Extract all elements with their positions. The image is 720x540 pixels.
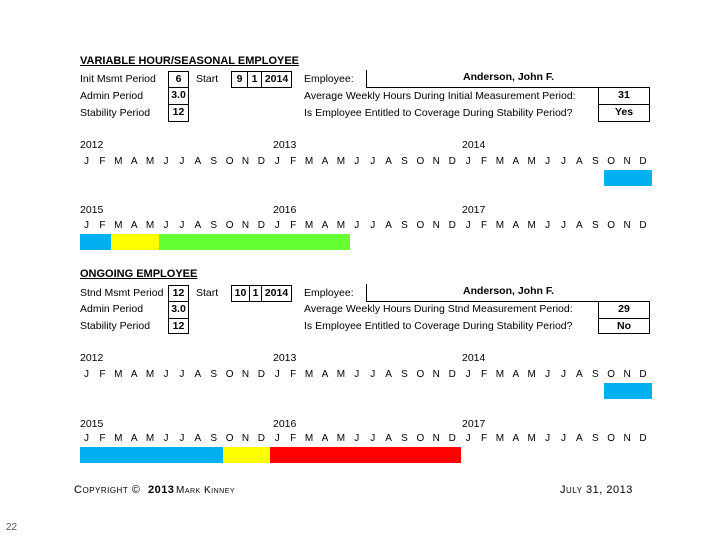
month-letter: M	[495, 369, 505, 380]
month-letter: A	[385, 369, 392, 380]
month-letter: M	[495, 220, 505, 231]
month-letter: D	[257, 156, 265, 167]
month-letter: O	[607, 433, 616, 444]
month-letter: J	[274, 369, 280, 380]
entitled-label: Is Employee Entitled to Coverage During Stability Period?	[304, 320, 573, 332]
month-letter: N	[432, 369, 440, 380]
month-letter: J	[179, 369, 185, 380]
month-letter: D	[639, 433, 647, 444]
init-msmt-period-value: 6	[168, 71, 189, 88]
month-letter: A	[194, 220, 202, 231]
month-letter: F	[99, 156, 106, 167]
month-letter: J	[545, 156, 551, 167]
measurement-period-bar	[604, 170, 652, 186]
employee-name-field: Anderson, John F.	[366, 284, 650, 302]
month-letter: M	[304, 369, 314, 380]
stability-period-bar	[159, 234, 350, 250]
start-year: 2014	[262, 71, 292, 88]
administrative-period-bar	[223, 447, 271, 463]
month-letter: J	[274, 156, 280, 167]
month-letter: M	[495, 156, 505, 167]
month-letter: S	[210, 369, 218, 380]
month-letter: A	[576, 220, 583, 231]
year-label: 2017	[462, 418, 486, 430]
month-letter: F	[290, 156, 297, 167]
month-letter: J	[465, 369, 471, 380]
section-title-ongoing: ONGOING EMPLOYEE	[80, 268, 198, 280]
month-letter: N	[241, 156, 250, 167]
measurement-period-bar	[604, 383, 652, 399]
month-letter: J	[179, 156, 185, 167]
month-letter: J	[561, 369, 566, 380]
month-letter: A	[130, 220, 138, 231]
month-letter: J	[274, 433, 280, 444]
month-letter: A	[130, 433, 138, 444]
month-letter: D	[448, 433, 456, 444]
month-letter: A	[321, 369, 329, 380]
month-letter: A	[321, 156, 329, 167]
month-letter: A	[194, 433, 202, 444]
avg-hours-value: 29	[598, 302, 650, 319]
month-letter: D	[639, 369, 647, 380]
start-label: Start	[196, 287, 219, 299]
month-letter: D	[448, 369, 456, 380]
month-letter: S	[591, 220, 599, 231]
month-letter: N	[623, 156, 631, 167]
month-letter: S	[591, 156, 599, 167]
month-letter: A	[385, 220, 392, 231]
month-letter: M	[145, 156, 155, 167]
month-letter: J	[370, 156, 376, 167]
footer-date: July 31, 2013	[560, 484, 633, 496]
month-letter: J	[274, 220, 280, 231]
month-letter: F	[99, 369, 106, 380]
month-letter: D	[257, 369, 265, 380]
page-number: 22	[6, 522, 18, 533]
month-letter: O	[225, 156, 234, 167]
month-letter: N	[623, 369, 631, 380]
year-label: 2014	[462, 352, 486, 364]
month-letter: D	[448, 220, 456, 231]
month-letter: S	[210, 433, 218, 444]
month-letter: J	[545, 220, 551, 231]
month-letter: J	[465, 220, 471, 231]
year-label: 2015	[80, 418, 104, 430]
month-letter: O	[416, 433, 425, 444]
stability-period-label: Stability Period	[80, 107, 151, 119]
month-letter: J	[163, 156, 169, 167]
month-letter: J	[370, 369, 376, 380]
month-letter: M	[527, 433, 536, 444]
stnd-msmt-period-label: Stnd Msmt Period	[80, 287, 164, 299]
init-msmt-period-label: Init Msmt Period	[80, 73, 156, 85]
month-letter: J	[465, 433, 471, 444]
month-letter: F	[480, 369, 488, 380]
stability-period-bar	[270, 447, 461, 463]
month-letter: O	[607, 156, 616, 167]
month-letter: A	[512, 220, 520, 231]
stnd-msmt-period-value: 12	[168, 285, 189, 302]
employee-label: Employee:	[304, 287, 354, 299]
month-letter: O	[225, 220, 234, 231]
section-title-variable: VARIABLE HOUR/SEASONAL EMPLOYEE	[80, 55, 300, 67]
month-letter: F	[290, 220, 297, 231]
month-letter: J	[84, 433, 89, 444]
month-letter: J	[354, 433, 360, 444]
start-label: Start	[196, 73, 219, 85]
month-letter: F	[480, 156, 488, 167]
month-letter: M	[114, 433, 123, 444]
month-letter: M	[336, 156, 346, 167]
start-day: 1	[250, 285, 262, 302]
month-letter: A	[130, 156, 138, 167]
month-letter: S	[591, 433, 599, 444]
entitled-value: No	[598, 319, 650, 334]
month-letter: J	[354, 220, 360, 231]
month-letter: A	[321, 433, 329, 444]
year-label: 2016	[273, 418, 297, 430]
admin-period-label: Admin Period	[80, 303, 144, 315]
month-letter: D	[639, 156, 647, 167]
avg-hours-label: Average Weekly Hours During Stnd Measurement Period:	[304, 303, 573, 315]
month-letter: F	[290, 369, 297, 380]
month-letter: A	[576, 369, 583, 380]
month-letter: F	[99, 220, 106, 231]
month-letter: O	[416, 369, 425, 380]
stability-period-value: 12	[168, 319, 189, 334]
month-letter: N	[623, 220, 631, 231]
month-letter: A	[512, 369, 520, 380]
stability-period-label: Stability Period	[80, 320, 151, 332]
month-letter: J	[370, 220, 376, 231]
admin-period-value: 3.0	[168, 88, 189, 105]
copyright-year: 2013	[147, 484, 175, 496]
month-letter: A	[576, 433, 583, 444]
admin-period-label: Admin Period	[80, 90, 144, 102]
month-letter: S	[401, 433, 408, 444]
administrative-period-bar	[111, 234, 159, 250]
year-label: 2012	[80, 139, 104, 151]
month-letter: A	[194, 156, 202, 167]
month-letter: N	[241, 433, 250, 444]
employee-name-field: Anderson, John F.	[366, 70, 650, 88]
month-letter: D	[639, 220, 647, 231]
month-letter: F	[99, 433, 106, 444]
year-label: 2014	[462, 139, 486, 151]
month-letter: J	[545, 369, 551, 380]
footer-author: Mark Kinney	[176, 485, 236, 496]
month-letter: J	[465, 156, 471, 167]
month-letter: J	[163, 433, 169, 444]
month-letter: J	[354, 369, 360, 380]
month-letter: J	[84, 369, 89, 380]
entitled-value: Yes	[598, 105, 650, 122]
month-letter: J	[84, 156, 89, 167]
month-letter: M	[527, 156, 536, 167]
month-letter: M	[304, 220, 314, 231]
copyright-text: Copyright ©	[74, 484, 141, 496]
month-letter: N	[432, 220, 440, 231]
month-letter: M	[304, 156, 314, 167]
month-letter: M	[114, 220, 123, 231]
month-letter: M	[527, 369, 536, 380]
month-letter: O	[416, 220, 425, 231]
start-day: 1	[248, 71, 262, 88]
month-letter: M	[527, 220, 536, 231]
entitled-label: Is Employee Entitled to Coverage During Stability Period?	[304, 107, 573, 119]
month-letter: S	[401, 156, 408, 167]
month-letter: J	[561, 156, 566, 167]
month-letter: M	[145, 369, 155, 380]
month-letter: J	[179, 433, 185, 444]
avg-hours-label: Average Weekly Hours During Initial Measurement Period:	[304, 90, 576, 102]
avg-hours-value: 31	[598, 88, 650, 105]
month-letter: A	[385, 433, 392, 444]
month-letter: J	[84, 220, 89, 231]
stability-period-value: 12	[168, 105, 189, 122]
month-letter: F	[290, 433, 297, 444]
month-letter: N	[623, 433, 631, 444]
employee-label: Employee:	[304, 73, 354, 85]
month-letter: M	[304, 433, 314, 444]
month-letter: J	[545, 433, 551, 444]
start-month: 9	[231, 71, 248, 88]
month-letter: J	[561, 433, 566, 444]
month-letter: J	[179, 220, 185, 231]
month-letter: A	[194, 369, 202, 380]
month-letter: A	[321, 220, 329, 231]
month-letter: A	[512, 433, 520, 444]
month-letter: A	[130, 369, 138, 380]
year-label: 2013	[273, 139, 297, 151]
month-letter: O	[225, 433, 234, 444]
footer-copyright	[74, 484, 174, 496]
month-letter: A	[576, 156, 583, 167]
start-month: 10	[231, 285, 250, 302]
month-letter: S	[591, 369, 599, 380]
month-letter: S	[210, 220, 218, 231]
month-letter: N	[432, 433, 440, 444]
month-letter: M	[336, 369, 346, 380]
month-letter: A	[512, 156, 520, 167]
admin-period-value: 3.0	[168, 302, 189, 319]
month-letter: S	[210, 156, 218, 167]
month-letter: J	[163, 369, 169, 380]
year-label: 2015	[80, 204, 104, 216]
month-letter: N	[432, 156, 440, 167]
month-letter: O	[607, 220, 616, 231]
month-letter: O	[416, 156, 425, 167]
month-letter: J	[561, 220, 566, 231]
year-label: 2017	[462, 204, 486, 216]
year-label: 2013	[273, 352, 297, 364]
month-letter: M	[114, 369, 123, 380]
month-letter: D	[257, 433, 265, 444]
month-letter: J	[354, 156, 360, 167]
month-letter: D	[448, 156, 456, 167]
month-letter: J	[163, 220, 169, 231]
measurement-period-bar	[80, 234, 112, 250]
month-letter: S	[401, 369, 408, 380]
month-letter: D	[257, 220, 265, 231]
month-letter: N	[241, 220, 250, 231]
month-letter: M	[495, 433, 505, 444]
month-letter: M	[336, 220, 346, 231]
year-label: 2016	[273, 204, 297, 216]
month-letter: A	[385, 156, 392, 167]
month-letter: F	[480, 433, 488, 444]
month-letter: O	[607, 369, 616, 380]
year-label: 2012	[80, 352, 104, 364]
month-letter: M	[145, 433, 155, 444]
month-letter: F	[480, 220, 488, 231]
month-letter: O	[225, 369, 234, 380]
month-letter: N	[241, 369, 250, 380]
month-letter: M	[114, 156, 123, 167]
start-year: 2014	[262, 285, 292, 302]
month-letter: M	[145, 220, 155, 231]
month-letter: J	[370, 433, 376, 444]
month-letter: M	[336, 433, 346, 444]
measurement-period-bar	[80, 447, 223, 463]
month-letter: S	[401, 220, 408, 231]
